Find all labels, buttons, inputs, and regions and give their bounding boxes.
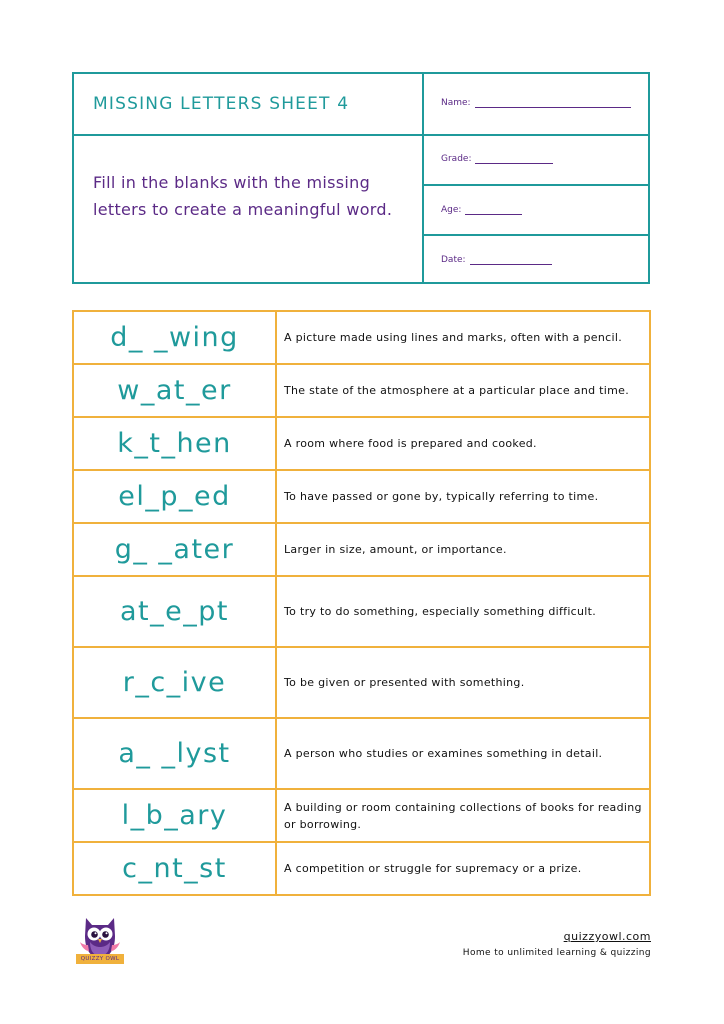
word-definition: Larger in size, amount, or importance.: [284, 543, 507, 556]
name-label: Name:: [441, 98, 471, 108]
word-definition: A room where food is prepared and cooked.: [284, 437, 537, 450]
header-divider-right-2: [424, 184, 650, 186]
site-tagline: Home to unlimited learning & quizzing: [462, 948, 651, 958]
missing-letter-word: a_ _lyst: [118, 738, 231, 769]
missing-letter-word: r_c_ive: [122, 667, 227, 698]
grade-field[interactable]: [441, 154, 553, 164]
table-row: [74, 418, 649, 469]
grade-blank[interactable]: [475, 154, 553, 164]
table-row: [74, 790, 649, 841]
table-row: [74, 524, 649, 575]
missing-letter-word: at_e_pt: [120, 596, 229, 627]
logo-wordmark: QUIZZY OWL: [76, 954, 124, 964]
word-definition: A building or room containing collections of books for reading or borrowing.: [284, 800, 642, 831]
age-label: Age:: [441, 205, 462, 215]
header-divider-right-3: [424, 234, 650, 236]
date-label: Date:: [441, 255, 466, 265]
missing-letter-word: el_p_ed: [118, 481, 231, 512]
table-row: [74, 843, 649, 894]
worksheet-header: [72, 72, 650, 284]
missing-letter-word: l_b_ary: [121, 800, 228, 831]
age-field[interactable]: [441, 205, 522, 215]
word-definition: A picture made using lines and marks, often with a pencil.: [284, 331, 622, 344]
site-link[interactable]: quizzyowl.com: [563, 930, 651, 943]
header-divider-left: [74, 134, 422, 136]
age-blank[interactable]: [465, 205, 522, 215]
table-row: [74, 365, 649, 416]
missing-letter-word: c_nt_st: [122, 853, 227, 884]
table-row: [74, 471, 649, 522]
date-field[interactable]: [441, 255, 552, 265]
name-blank[interactable]: [475, 98, 631, 108]
missing-letter-word: d_ _wing: [110, 322, 239, 353]
word-definition: To try to do something, especially something difficult.: [284, 605, 597, 618]
word-definition: A competition or struggle for supremacy or a prize.: [284, 862, 582, 875]
word-definition: A person who studies or examines something in detail.: [284, 747, 603, 760]
header-divider-vertical: [422, 74, 424, 282]
missing-letter-word: w_at_er: [117, 375, 232, 406]
header-divider-right-1: [424, 134, 650, 136]
missing-letter-word: k_t_hen: [117, 428, 232, 459]
worksheet-instructions: Fill in the blanks with the missing letters to create a meaningful word.: [93, 173, 393, 219]
worksheet-title: MISSING LETTERS SHEET 4: [93, 94, 350, 114]
table-row: [74, 577, 649, 646]
table-row: [74, 719, 649, 788]
grade-label: Grade:: [441, 154, 472, 164]
name-field[interactable]: [441, 98, 631, 108]
word-table: [72, 310, 651, 896]
table-row: [74, 648, 649, 717]
missing-letter-word: g_ _ater: [114, 534, 235, 565]
word-definition: To be given or presented with something.: [284, 676, 525, 689]
table-row: [74, 312, 649, 363]
word-definition: To have passed or gone by, typically referring to time.: [284, 490, 599, 503]
date-blank[interactable]: [470, 255, 552, 265]
word-definition: The state of the atmosphere at a particular place and time.: [284, 384, 630, 397]
